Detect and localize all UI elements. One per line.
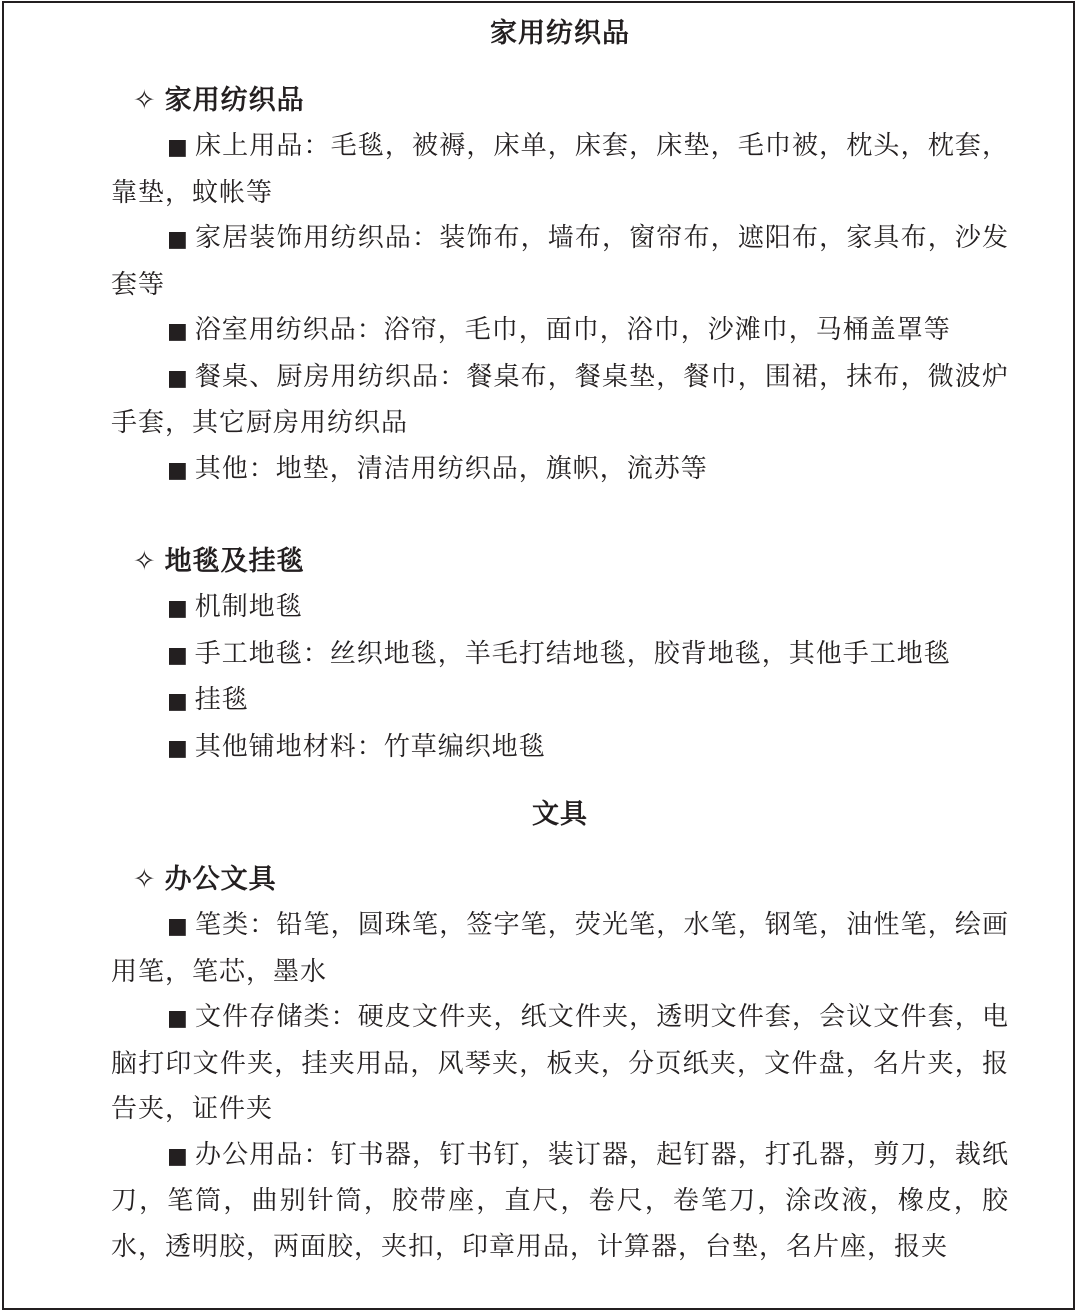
list-item-kitchen <box>111 355 1009 447</box>
square-bullet-icon: ■ <box>167 365 189 391</box>
square-bullet-icon: ■ <box>167 1006 189 1031</box>
square-bullet-icon: ■ <box>167 319 189 344</box>
item-text: 其他：地垫，清洁用纺织品，旗帜，流苏等 <box>194 453 708 484</box>
list-item-other <box>111 447 1009 494</box>
square-bullet-icon: ■ <box>167 227 189 252</box>
item-text: 办公用品：钉书器，钉书钉，装订器，起钉器，打孔器，剪刀，裁纸刀，笔筒，曲别针筒，胶带座，直尺，卷尺，卷笔刀，涂改液，橡皮，胶水，透明胶，两面胶，夹扣，印章用品，计算器，台垫，名片座，报夹 <box>111 1139 1009 1262</box>
item-text: 家居装饰用纺织品：装饰布，墙布，窗帘布，遮阳布，家具布，沙发套等 <box>111 223 1009 300</box>
category-office-stationery <box>111 857 1009 903</box>
section-title-home-textiles: 家用纺织品 <box>490 18 630 49</box>
diamond-bullet-icon: ✧ <box>133 864 157 895</box>
list-item-other-flooring <box>111 725 1009 772</box>
diamond-bullet-icon: ✧ <box>133 85 157 116</box>
category-label: 办公文具 <box>164 864 277 895</box>
square-bullet-icon: ■ <box>167 689 189 714</box>
list-item-file-storage <box>111 995 1009 1133</box>
square-bullet-icon: ■ <box>167 642 189 668</box>
section-title-stationery: 文具 <box>532 799 588 830</box>
list-item-pens <box>111 903 1009 995</box>
square-bullet-icon: ■ <box>167 1143 189 1169</box>
square-bullet-icon: ■ <box>167 596 189 621</box>
document-content <box>111 12 1009 1270</box>
square-bullet-icon: ■ <box>167 135 189 160</box>
list-item-home-decor <box>111 216 1009 308</box>
item-text: 机制地毯 <box>194 592 303 622</box>
square-bullet-icon: ■ <box>167 735 189 761</box>
square-bullet-icon: ■ <box>167 914 189 939</box>
list-item-tapestry <box>111 678 1009 725</box>
list-item-handmade-carpet <box>111 632 1009 679</box>
category-carpets <box>111 539 1009 585</box>
item-text: 手工地毯：丝织地毯，羊毛打结地毯，胶背地毯，其他手工地毯 <box>194 638 951 669</box>
item-text: 餐桌、厨房用纺织品：餐桌布，餐桌垫，餐巾，围裙，抹布，微波炉手套，其它厨房用纺织品 <box>111 361 1009 438</box>
category-label: 地毯及挂毯 <box>164 546 305 577</box>
category-label: 家用纺织品 <box>164 85 305 116</box>
item-text: 浴室用纺织品：浴帘，毛巾，面巾，浴巾，沙滩巾，马桶盖罩等 <box>194 315 951 345</box>
item-text: 文件存储类：硬皮文件夹，纸文件夹，透明文件套，会议文件套，电脑打印文件夹，挂夹用品，风琴夹，板夹，分页纸夹，文件盘，名片夹，报告夹，证件夹 <box>111 1002 1009 1124</box>
item-text: 笔类：铅笔，圆珠笔，签字笔，荧光笔，水笔，钢笔，油性笔，绘画用笔，笔芯，墨水 <box>111 910 1009 987</box>
square-bullet-icon: ■ <box>167 457 189 483</box>
item-text: 挂毯 <box>194 685 249 715</box>
item-text: 床上用品：毛毯，被褥，床单，床套，床垫，毛巾被，枕头，枕套，靠垫，蚊帐等 <box>111 131 1009 208</box>
list-item-office-supplies <box>111 1133 1009 1271</box>
category-home-textiles <box>111 78 1009 124</box>
list-item-bathroom <box>111 308 1009 355</box>
list-item-bedding <box>111 124 1009 216</box>
list-item-machine-carpet <box>111 585 1009 632</box>
item-text: 其他铺地材料：竹草编织地毯 <box>194 731 546 762</box>
diamond-bullet-icon: ✧ <box>133 546 157 577</box>
